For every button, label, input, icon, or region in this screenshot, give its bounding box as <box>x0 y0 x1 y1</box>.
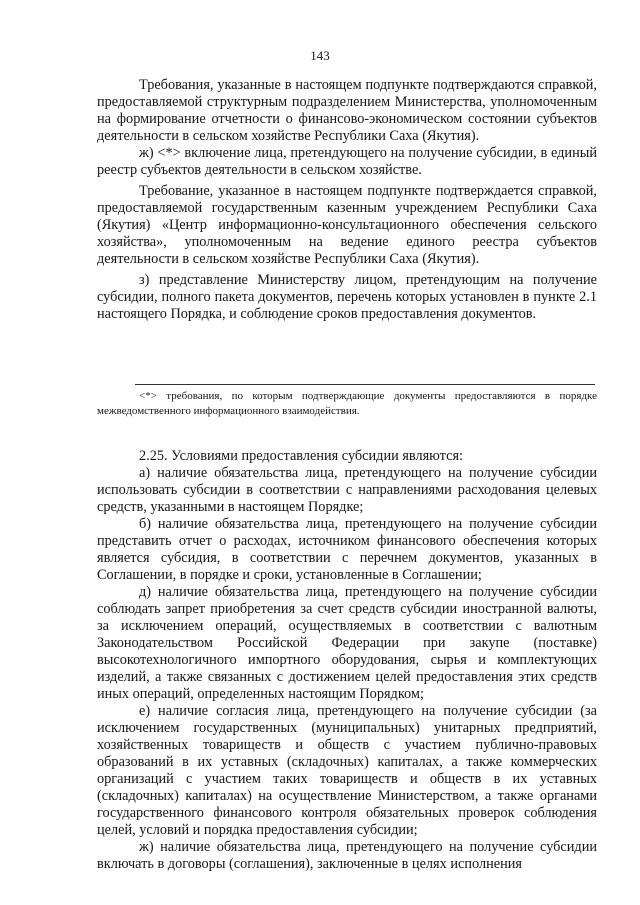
paragraph: б) наличие обязательства лица, претендующего на получение субсидии представить отчет о расходах, источником финансового обеспечения которых является субсидия, в соответствии с перечнем документов, указанных в Соглашении, в порядке и сроки, установленные в Соглашении; <box>97 516 597 583</box>
paragraph: ж) наличие обязательства лица, претендующего на получение субсидии включать в договоры (соглашения), заключенные в целях исполнения <box>97 839 597 872</box>
text-block-bottom <box>97 448 597 873</box>
paragraph: а) наличие обязательства лица, претендующего на получение субсидии использовать субсидии в соответствии с направлениями расходования целевых средств, указанными в настоящем Порядке; <box>97 465 597 515</box>
paragraph: д) наличие обязательства лица, претендующего на получение субсидии соблюдать запрет приобретения за счет средств субсидии иностранной валюты, за исключением операций, осуществляемых в соответствии с валютным Законодательством Российской Федерации при закупе (поставке) высокотехнологичного импортного оборудования, сырья и комплектующих изделий, а также связанных с достижением целей предоставления этих средств иных операций, определенных настоящим Порядком; <box>97 584 597 702</box>
paragraph: Требование, указанное в настоящем подпункте подтверждается справкой, предоставляемой государственным казенным учреждением Республики Саха (Якутия) «Центр информационно-консультационного обеспечения сельского хозяйства», уполномоченным на ведение единого реестра субъектов деятельности в сельском хозяйстве Республики Саха (Якутия). <box>97 183 597 267</box>
footnote: <*> требования, по которым подтверждающие документы предоставляются в порядке межведомственного информационного взаимодействия. <box>97 390 597 417</box>
paragraph: з) представление Министерству лицом, претендующим на получение субсидии, полного пакета документов, перечень которых установлен в пункте 2.1 настоящего Порядка, и соблюдение сроков предоставления документов. <box>97 272 597 322</box>
paragraph: ж) <*> включение лица, претендующего на получение субсидии, в единый реестр субъектов деятельности в сельском хозяйстве. <box>97 145 597 178</box>
page-number: 143 <box>310 48 330 63</box>
paragraph: е) наличие согласия лица, претендующего на получение субсидии (за исключением государственных (муниципальных) унитарных предприятий, хозяйственных товариществ и обществ с участием публично-правовых образований в их уставных (складочных) капиталах, а также коммерческих организаций с участием таких товариществ и обществ в их уставных (складочных) капиталах) на осуществление Министерством, а также органами государственного финансового контроля обязательных проверок соблюдения целей, условий и порядка предоставления субсидии; <box>97 703 597 838</box>
paragraph: 2.25. Условиями предоставления субсидии являются: <box>139 448 463 464</box>
paragraph: Требования, указанные в настоящем подпункте подтверждаются справкой, предоставляемой структурным подразделением Министерства, уполномоченным на формирование отчетности о финансово-экономическом состоянии субъектов деятельности в сельском хозяйстве Республики Саха (Якутия). <box>97 77 597 144</box>
text-block-top <box>97 77 597 323</box>
footnote-divider <box>135 384 595 385</box>
